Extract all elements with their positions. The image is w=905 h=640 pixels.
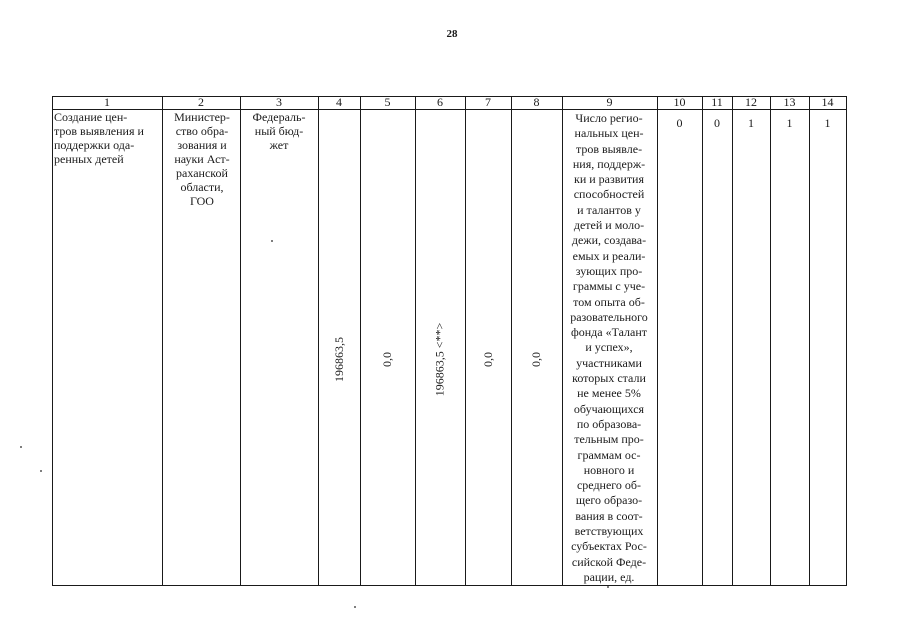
scan-speck — [20, 446, 22, 448]
cell-indicator-value: 1 — [786, 116, 793, 130]
scan-speck — [607, 586, 609, 588]
scan-speck — [271, 240, 273, 242]
cell-indicator-value: 1 — [748, 116, 754, 130]
column-header: 5 — [384, 95, 391, 109]
column-header: 7 — [485, 95, 491, 109]
column-header: 12 — [745, 95, 757, 109]
column-divider — [732, 96, 733, 586]
cell-value: 196863,5 — [331, 336, 346, 382]
column-divider — [770, 96, 771, 586]
column-header: 9 — [606, 95, 613, 109]
data-table — [52, 96, 847, 586]
cell-indicator-value: 0 — [714, 116, 720, 130]
column-header: 13 — [783, 95, 796, 109]
cell-amount-5 — [360, 314, 415, 404]
cell-indicator-value: 1 — [824, 116, 831, 130]
cell-value: 0,0 — [480, 351, 495, 367]
column-divider — [657, 96, 658, 586]
cell-value: 196863,5 <**> — [432, 322, 447, 396]
scan-speck — [40, 470, 42, 472]
column-divider — [162, 96, 163, 586]
cell-responsible-executor: Министер- ство обра- зования и науки Аст- раханской области, ГОО — [174, 110, 230, 208]
table-border-left — [52, 96, 53, 586]
column-header: 10 — [673, 95, 686, 109]
scan-speck — [354, 606, 356, 608]
column-header: 11 — [711, 95, 723, 109]
cell-value: 0,0 — [529, 351, 543, 367]
cell-amount-6 — [415, 314, 465, 404]
column-divider — [702, 96, 703, 586]
column-header: 2 — [198, 95, 204, 109]
cell-funding-source: Федераль- ный бюд- жет — [252, 110, 306, 152]
column-divider — [240, 96, 241, 586]
column-header: 8 — [533, 95, 540, 109]
cell-indicator-description: Число регио- нальных цен- тров выявле- ния, поддерж- ки и развития способностей и талантов у детей и моло- дежи, создава- емых и реали- зующих про- граммы с уче- том опыта об- разовательного фонда «Талант и успех», участниками которых стали не менее 5% обучающихся по образова- тельным про- граммам ос- новного и среднего об- щего образо- вания в соот- ветствующих субъектах Рос- сийской Феде- рации, ед. — [570, 111, 648, 584]
cell-value: 0,0 — [380, 351, 394, 367]
column-header: 4 — [336, 95, 342, 109]
column-header: 14 — [821, 95, 834, 109]
cell-amount-8 — [511, 314, 562, 404]
column-header: 6 — [437, 95, 443, 109]
cell-activity-name: Создание цен- тров выявления и поддержки ода- ренных детей — [54, 110, 144, 166]
column-header: 1 — [104, 95, 110, 109]
column-divider — [562, 96, 563, 586]
cell-indicator-value: 0 — [676, 116, 683, 130]
table-border-right — [846, 96, 847, 586]
column-header: 3 — [276, 95, 282, 109]
column-divider — [809, 96, 810, 586]
cell-amount-7 — [465, 314, 511, 404]
cell-amount-total — [318, 314, 360, 404]
table-border-bottom — [52, 585, 847, 586]
page-number: 28 — [446, 28, 458, 40]
